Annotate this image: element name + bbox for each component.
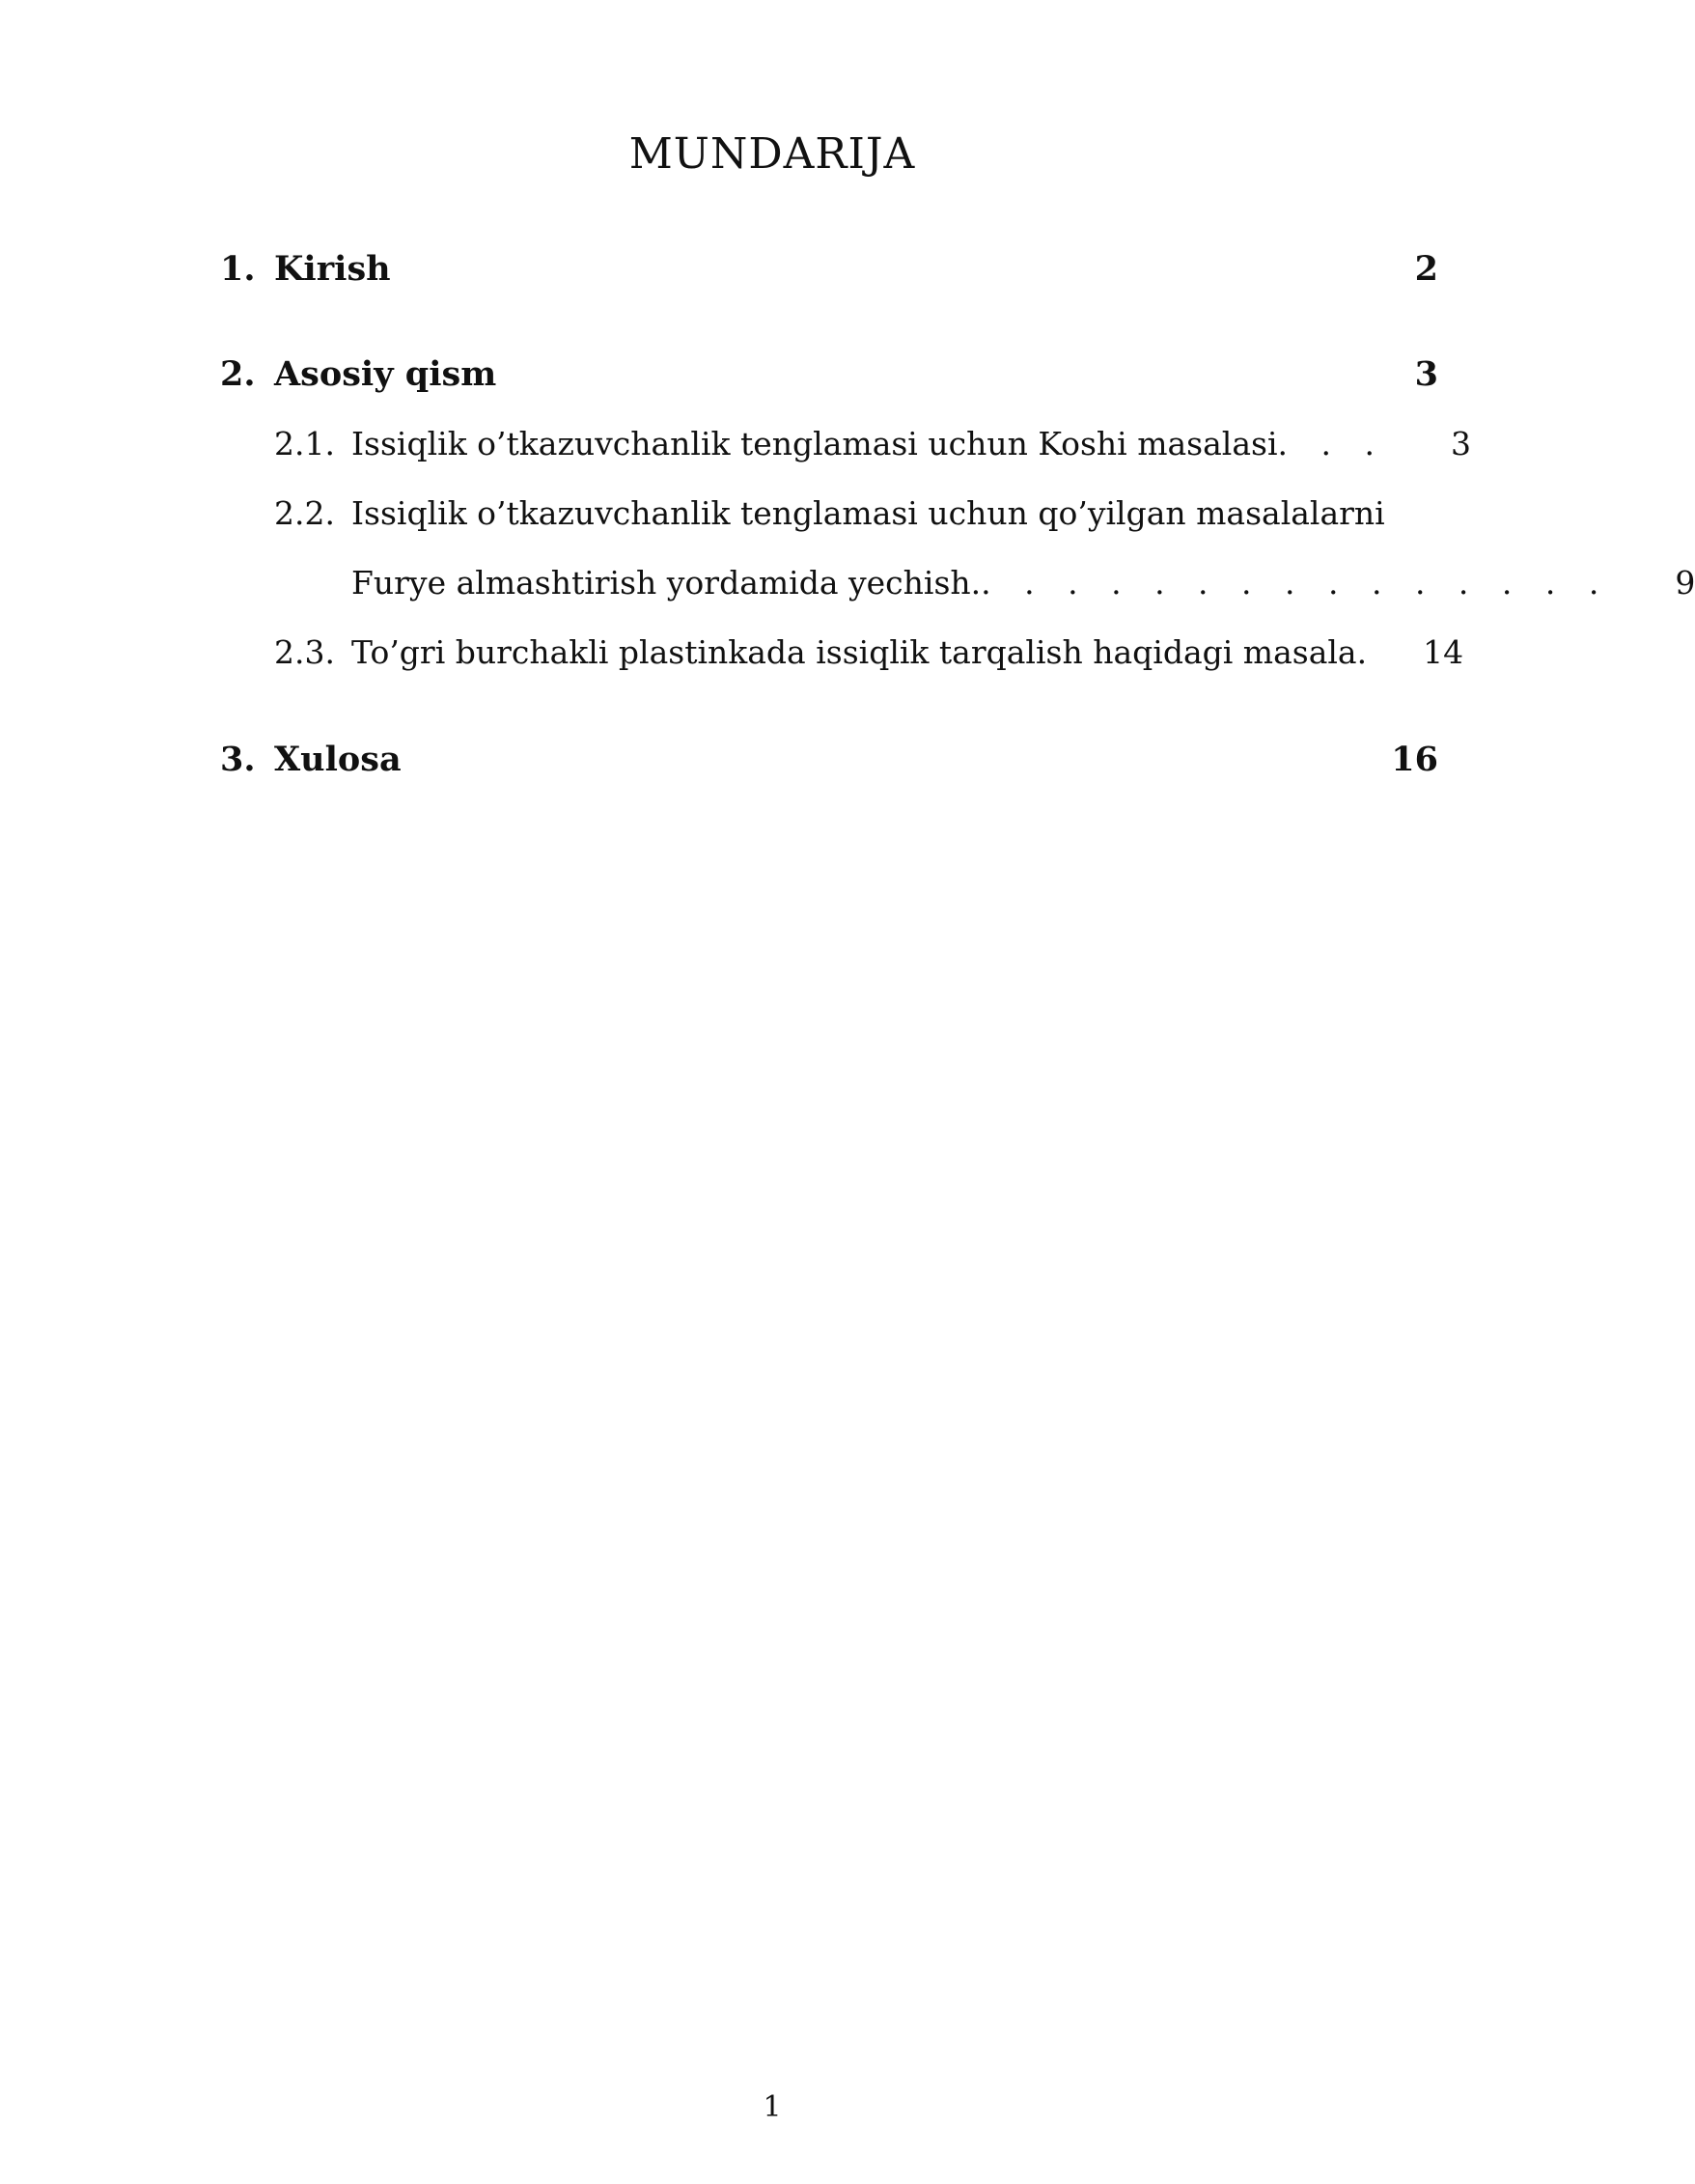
dot-leaders: . . .: [1277, 425, 1386, 462]
toc-subsection-2-1[interactable]: [220, 425, 1471, 473]
section-page-number: 2: [1414, 249, 1438, 289]
subsection-title: Issiqlik o’tkazuvchanlik tenglamasi uchun Koshi masalasi: [351, 425, 1278, 462]
dot-leaders: .: [1356, 633, 1379, 671]
subsection-title: To’gri burchakli plastinkada issiqlik tarqalish haqidagi masala: [351, 633, 1357, 671]
section-number: 1.: [220, 249, 256, 289]
page-title: MUNDARIJA: [628, 129, 916, 179]
toc-subsection-2-2[interactable]: [220, 494, 1438, 543]
section-title: Asosiy qism: [274, 354, 497, 394]
subsection-title-line-2: Furye almashtirish yordamida yechish.: [351, 564, 982, 602]
toc-section-kirish[interactable]: [220, 249, 1438, 297]
section-page-number: 3: [1414, 354, 1438, 394]
subsection-number: 2.3.: [274, 633, 335, 671]
subsection-page-number: 9: [1675, 564, 1695, 602]
section-number: 2.: [220, 354, 256, 394]
section-number: 3.: [220, 740, 256, 779]
subsection-page-number: 14: [1423, 633, 1464, 671]
subsection-number: 2.2.: [274, 494, 335, 532]
toc-section-asosiy-qism[interactable]: [220, 354, 1438, 403]
dot-leaders: . . . . . . . . . . . . . . .: [981, 564, 1611, 602]
section-title: Xulosa: [274, 740, 402, 779]
page-number: 1: [763, 2090, 782, 2124]
toc-subsection-2-2-continuation[interactable]: [220, 564, 1695, 612]
section-page-number: 16: [1391, 740, 1438, 779]
section-title: Kirish: [274, 249, 391, 289]
subsection-title-line-1: Issiqlik o’tkazuvchanlik tenglamasi uchun qo’yilgan masalalarni: [351, 494, 1385, 532]
subsection-number: 2.1.: [274, 425, 335, 462]
subsection-page-number: 3: [1450, 425, 1471, 462]
toc-section-xulosa[interactable]: [220, 740, 1438, 788]
toc-subsection-2-3[interactable]: [220, 633, 1464, 682]
